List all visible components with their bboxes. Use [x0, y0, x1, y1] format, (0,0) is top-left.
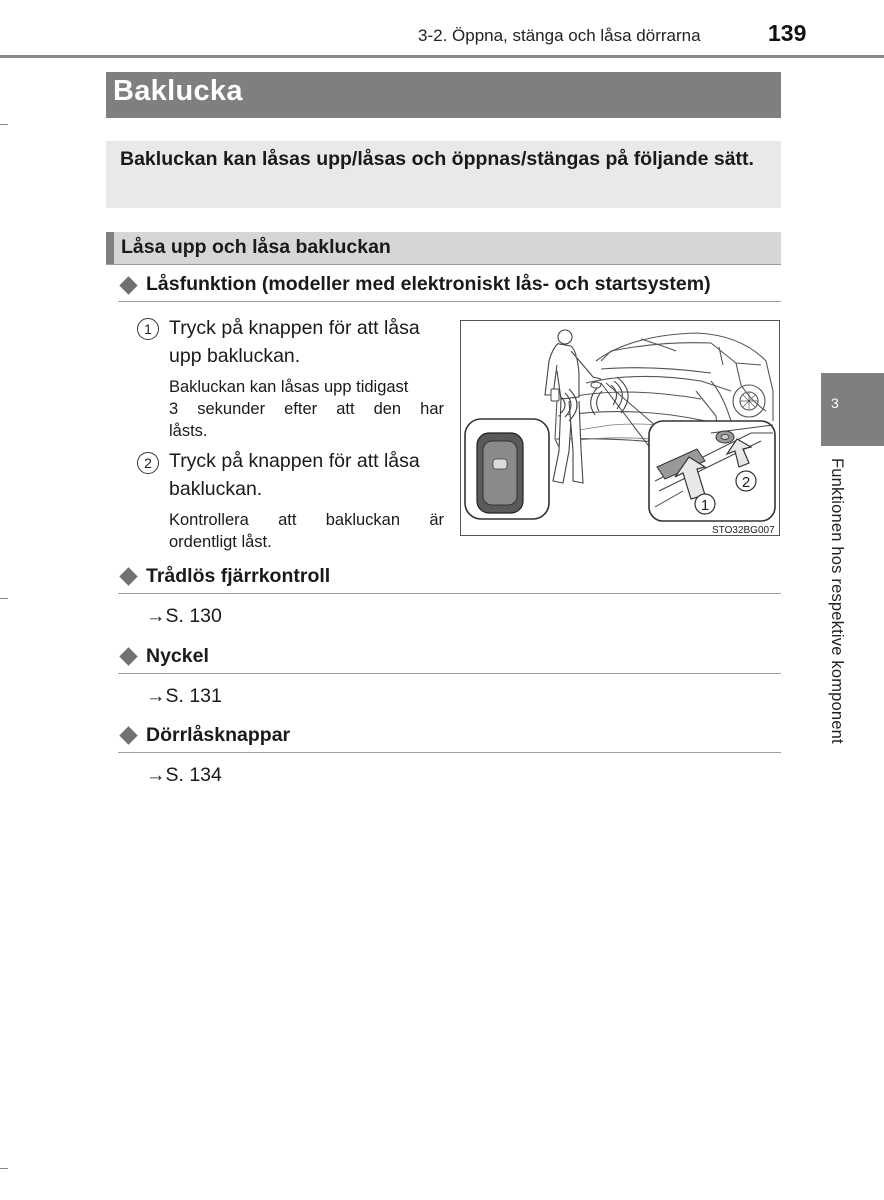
note-line: ordentligt låst. — [169, 533, 272, 551]
tailgate-illustration — [460, 320, 780, 536]
crop-mark — [0, 1168, 8, 1169]
note-line: Bakluckan kan låsas upp tidigast — [169, 378, 409, 396]
running-header: 3-2. Öppna, stänga och låsa dörrarna — [418, 26, 701, 45]
diamond-bullet-icon — [119, 567, 137, 585]
subsection-rule — [118, 593, 781, 594]
step-text: Tryck på knappen för att låsa — [169, 317, 420, 339]
step-text: Tryck på knappen för att låsa — [169, 450, 420, 472]
crop-mark — [0, 598, 8, 599]
figure-code: STO32BG007 — [712, 525, 775, 536]
chapter-tab-label: Funktionen hos respektive komponent — [828, 458, 846, 744]
diamond-bullet-icon — [119, 647, 137, 665]
section-heading: Låsa upp och låsa bakluckan — [121, 236, 391, 258]
callout-1-label: 1 — [700, 497, 710, 514]
subsection-rule — [118, 752, 781, 753]
step-number-badge: 1 — [137, 318, 159, 340]
step-text: upp bakluckan. — [169, 345, 301, 367]
header-rule — [0, 55, 884, 58]
callout-2-label: 2 — [741, 474, 751, 491]
note-line: låsts. — [169, 422, 208, 440]
tailgate-illustration-svg — [461, 321, 779, 535]
step-note — [169, 509, 444, 553]
subsection-heading: Nyckel — [146, 645, 209, 667]
note-line: 3 sekunder efter att den har — [169, 400, 444, 418]
step-number-badge: 2 — [137, 452, 159, 474]
subsection-heading: Låsfunktion (modeller med elektroniskt lås- och startsystem) — [146, 273, 711, 295]
page-title: Baklucka — [113, 75, 243, 107]
section-bar-accent — [106, 232, 114, 264]
subsection-heading: Trådlös fjärrkontroll — [146, 565, 331, 587]
chapter-tab-number: 3 — [831, 395, 839, 411]
subsection-rule — [118, 301, 781, 302]
page-reference: →S. 130 — [146, 605, 222, 627]
intro-text: Bakluckan kan låsas upp/låsas och öppnas/stängas på följande sätt. — [120, 148, 754, 170]
step-note — [169, 376, 444, 442]
page-reference: →S. 134 — [146, 764, 222, 786]
crop-mark — [0, 124, 8, 125]
step-text: bakluckan. — [169, 478, 263, 500]
diamond-bullet-icon — [119, 726, 137, 744]
page-reference: →S. 131 — [146, 685, 222, 707]
note-line: Kontrollera att bakluckan är — [169, 511, 444, 529]
subsection-heading: Dörrlåsknappar — [146, 724, 291, 746]
diamond-bullet-icon — [119, 276, 137, 294]
subsection-rule — [118, 673, 781, 674]
page-number: 139 — [768, 20, 807, 46]
